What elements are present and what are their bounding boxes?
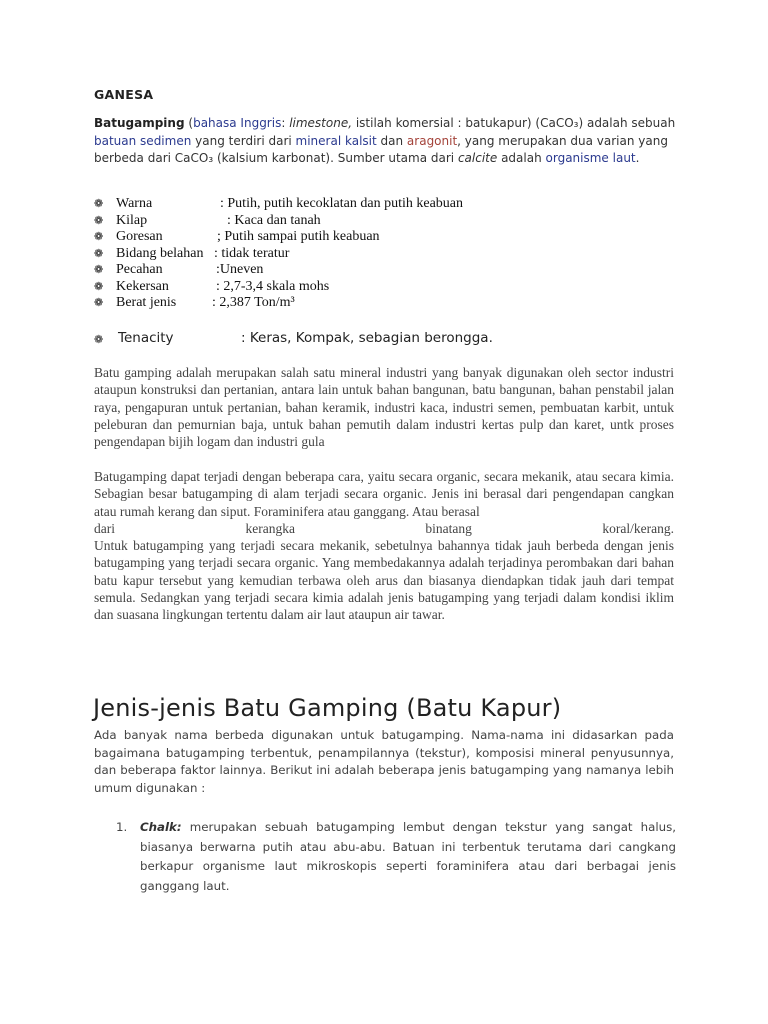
property-value: : Kaca dan tanah <box>227 212 321 228</box>
property-label: Goresan <box>116 229 163 244</box>
property-row-bidang-belahan <box>94 246 694 263</box>
property-label: Berat jenis <box>116 295 177 310</box>
property-value: : 2,387 Ton/m³ <box>212 295 295 310</box>
paragraph-types-intro: Ada banyak nama berbeda digunakan untuk batugamping. Nama-nama ini didasarkan pada bagaimana batugamping terbentuk, penampilannya (tekstur), komposisi mineral penyusunnya, dan beberapa faktor lainnya. Berikut ini adalah beberapa jenis batugamping yang namanya lebih umum digunakan : <box>94 728 674 795</box>
flower-bullet-icon: ❁ <box>94 247 104 260</box>
intro-text-1: istilah komersial : batukapur) (CaCO₃) adalah sebuah <box>352 116 676 130</box>
term-batugamping: Batugamping <box>94 116 185 130</box>
list-text: merupakan sebuah batugamping lembut dengan tekstur yang sangat halus, biasanya berwarna putih atau abu-abu. Batuan ini terbentuk terutama dari cangkang berkapur organisme laut mikroskopis seperti foraminifera atau dari berbagai jenis ganggang laut. <box>140 820 676 893</box>
list-term: Chalk: <box>140 820 182 834</box>
flower-bullet-icon: ❁ <box>94 280 104 293</box>
intro-paragraph <box>94 115 684 168</box>
flower-bullet-icon: ❁ <box>94 264 104 276</box>
property-value: : 2,7-3,4 skala mohs <box>216 278 330 294</box>
flower-bullet-icon: ❁ <box>94 297 104 309</box>
english-term: limestone, <box>289 116 353 130</box>
list-item <box>94 818 676 898</box>
property-row-warna <box>94 196 694 213</box>
section-title: GANESA <box>94 87 154 102</box>
property-value: : tidak teratur <box>214 245 290 261</box>
list-item-body <box>140 818 676 896</box>
link-mineral-kalsit[interactable]: mineral kalsit <box>295 133 377 148</box>
property-value: : Putih, putih kecoklatan dan putih keabuan <box>220 196 464 211</box>
property-label: Kilap <box>116 212 148 228</box>
intro-text-3: dan <box>376 133 407 148</box>
justified-line <box>94 520 674 537</box>
property-row-tenacity <box>94 330 694 350</box>
paragraph-formation-part2: Untuk batugamping yang terjadi secara mekanik, sebetulnya bahannya tidak jauh berbeda dengan jenis batugamping yang terjadi secara organic. Yang membedakannya adalah terjadinya perombakan dari bahan batu kapur tersebut yang kemudian terbawa oleh arus dan biasanya diendapkan tidak jauh dari tempat semula. Sedangkan yang terjadi secara kimia adalah jenis batugamping yang terjadi dalam kondisi iklim dan suasana lingkungan tertentu dalam air laut ataupun air tawar. <box>94 538 674 623</box>
intro-text-4: , yang merupakan dua varian yang berbeda dari CaCO₃ (kalsium karbonat). Sumber utama dari <box>94 133 668 165</box>
property-label: Warna <box>116 196 153 211</box>
calcite-term: calcite <box>457 151 498 165</box>
word: kerangka <box>245 520 295 536</box>
section-heading: Jenis-jenis Batu Gamping (Batu Kapur) <box>93 694 562 722</box>
types-list <box>94 818 676 898</box>
property-list <box>94 196 694 312</box>
link-batuan-sedimen[interactable]: batuan sedimen <box>94 133 192 148</box>
intro-text-2: yang terdiri dari <box>191 133 296 148</box>
property-row-goresan <box>94 229 694 246</box>
flower-bullet-icon: ❁ <box>94 231 104 243</box>
word: binatang <box>425 520 472 536</box>
paragraph-formation <box>94 468 674 624</box>
flower-bullet-icon: ❁ <box>94 214 104 227</box>
flower-bullet-icon: ❁ <box>94 334 104 346</box>
property-value: ; Putih sampai putih keabuan <box>217 229 380 244</box>
flower-bullet-icon: ❁ <box>94 198 104 210</box>
word: dari <box>94 520 115 536</box>
tenacity-label: Tenacity <box>118 330 174 346</box>
list-number: 1. <box>116 820 128 834</box>
open-paren: ( <box>188 116 194 130</box>
property-label: Bidang belahan <box>116 245 204 261</box>
property-label: Pecahan <box>116 262 163 277</box>
colon: : <box>281 116 290 130</box>
property-row-berat-jenis <box>94 295 694 312</box>
property-row-pecahan <box>94 262 694 279</box>
paragraph-uses: Batu gamping adalah merupakan salah satu mineral industri yang banyak digunakan oleh sector industri ataupun konstruksi dan pertanian, antara lain untuk bahan bangunan, batu bangunan, bahan penstabil jalan raya, pengapuran untuk pertanian, bahan keramik, industri kaca, industri semen, pembuatan karbit, untuk peleburan dan pemurnian baja, untuk bahan pemutih dalam industri kertas pulp dan karet, untk proses pengendapan bijih logam dan industri gula <box>94 365 674 450</box>
link-bahasa-inggris[interactable]: bahasa Inggris <box>193 116 282 130</box>
link-aragonit[interactable]: aragonit <box>406 133 458 148</box>
property-label: Kekersan <box>116 278 169 294</box>
intro-text-5: adalah <box>497 151 546 165</box>
property-row-kekersan <box>94 279 694 296</box>
property-value: :Uneven <box>216 262 264 277</box>
paragraph-formation-part1: Batugamping dapat terjadi dengan beberapa cara, yaitu secara organic, secara mekanik, atau secara kimia. Sebagian besar batugamping di alam terjadi secara organic. Jenis ini berasal dari pengendapan cangkan atau rumah kerang dan siput. Foraminifera atau ganggang. Atau berasal <box>94 469 674 519</box>
link-organisme-laut[interactable]: organisme laut <box>545 151 636 165</box>
property-row-kilap <box>94 213 694 230</box>
word: koral/kerang. <box>602 520 674 536</box>
tenacity-value: : Keras, Kompak, sebagian berongga. <box>241 330 493 346</box>
intro-end: . <box>635 151 640 165</box>
